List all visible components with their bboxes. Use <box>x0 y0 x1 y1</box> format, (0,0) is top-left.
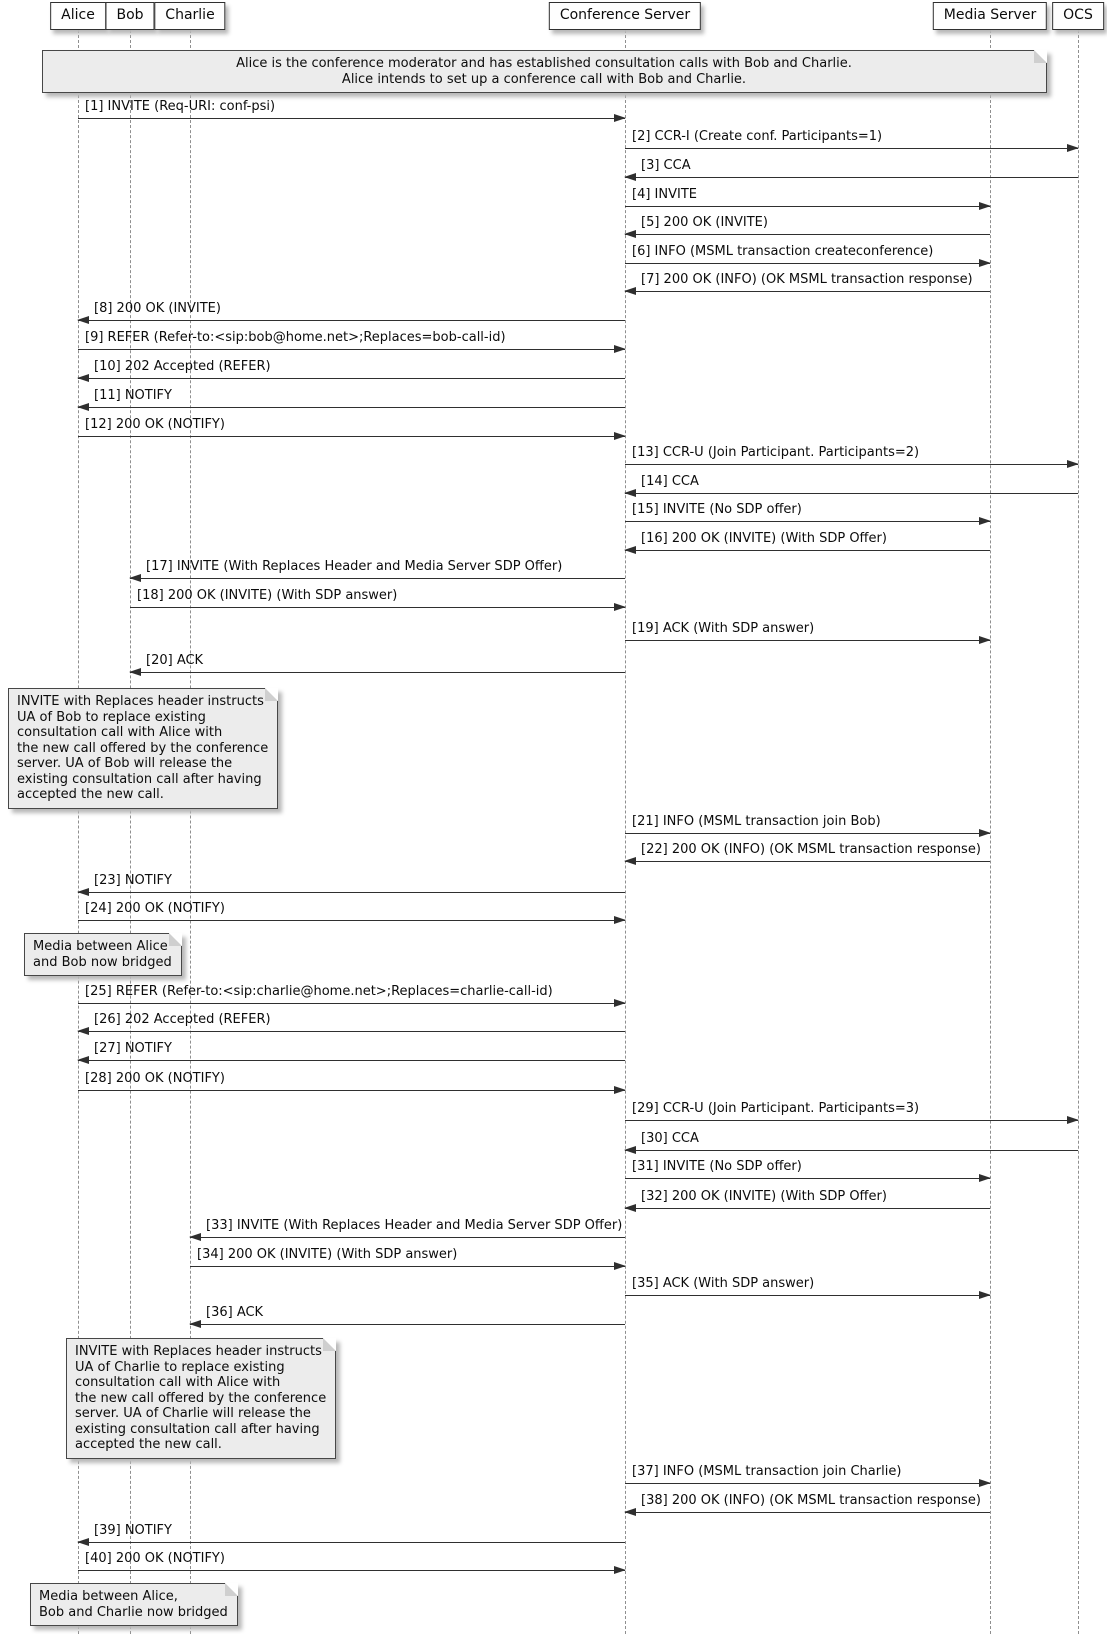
arrowhead-icon <box>77 1027 89 1035</box>
arrowhead-icon <box>614 345 626 353</box>
note-charlie-replaces <box>66 1338 336 1459</box>
message-arrow-6 <box>625 263 990 264</box>
arrowhead-icon <box>614 603 626 611</box>
message-arrow-35 <box>625 1295 990 1296</box>
message-arrow-20 <box>130 672 625 673</box>
message-arrow-36 <box>190 1324 625 1325</box>
note-bob-replaces <box>8 688 278 809</box>
message-arrow-13 <box>625 464 1078 465</box>
arrowhead-icon <box>77 316 89 324</box>
message-label-22: [22] 200 OK (INFO) (OK MSML transaction response) <box>641 842 981 857</box>
note-text-line: UA of Charlie to replace existing <box>75 1359 285 1375</box>
message-arrow-3 <box>625 177 1078 178</box>
arrowhead-icon <box>77 1538 89 1546</box>
message-label-25: [25] REFER (Refer-to:<sip:charlie@home.net>;Replaces=charlie-call-id) <box>85 984 553 999</box>
message-label-38: [38] 200 OK (INFO) (OK MSML transaction response) <box>641 1493 981 1508</box>
arrowhead-icon <box>77 403 89 411</box>
arrowhead-icon <box>979 1291 991 1299</box>
arrowhead-icon <box>129 668 141 676</box>
note-fold-icon <box>1034 50 1047 63</box>
arrowhead-icon <box>979 636 991 644</box>
message-arrow-1 <box>78 118 625 119</box>
message-arrow-29 <box>625 1120 1078 1121</box>
arrowhead-icon <box>979 1174 991 1182</box>
arrowhead-icon <box>624 230 636 238</box>
arrowhead-icon <box>624 857 636 865</box>
message-arrow-2 <box>625 148 1078 149</box>
message-label-36: [36] ACK <box>206 1305 264 1320</box>
arrowhead-icon <box>614 916 626 924</box>
message-label-7: [7] 200 OK (INFO) (OK MSML transaction response) <box>641 272 973 287</box>
message-arrow-23 <box>78 892 625 893</box>
note-alice-bob-bridged <box>24 933 182 976</box>
message-arrow-32 <box>625 1208 990 1209</box>
message-label-29: [29] CCR-U (Join Participant. Participants=3) <box>632 1101 920 1116</box>
arrowhead-icon <box>624 1204 636 1212</box>
participant-charlie: Charlie <box>154 2 225 30</box>
message-arrow-12 <box>78 436 625 437</box>
arrowhead-icon <box>624 1146 636 1154</box>
note-text-line: INVITE with Replaces header instructs <box>75 1344 322 1359</box>
arrowhead-icon <box>979 202 991 210</box>
note-text-line: Alice is the conference moderator and has established consultation calls with Bob and Charlie. <box>236 56 852 71</box>
message-label-3: [3] CCA <box>641 158 691 173</box>
note-fold-icon <box>225 1583 238 1596</box>
message-arrow-22 <box>625 861 990 862</box>
arrowhead-icon <box>624 546 636 554</box>
message-arrow-33 <box>190 1237 625 1238</box>
participant-alice: Alice <box>50 2 106 30</box>
arrowhead-icon <box>979 829 991 837</box>
arrowhead-icon <box>77 374 89 382</box>
message-label-2: [2] CCR-I (Create conf. Participants=1) <box>632 129 883 144</box>
message-arrow-38 <box>625 1512 990 1513</box>
message-arrow-15 <box>625 521 990 522</box>
note-text-line: UA of Bob to replace existing <box>17 709 206 725</box>
message-arrow-17 <box>130 578 625 579</box>
message-label-14: [14] CCA <box>641 474 699 489</box>
note-text-line: server. UA of Charlie will release the <box>75 1406 311 1421</box>
message-label-1: [1] INVITE (Req-URI: conf-psi) <box>85 99 276 114</box>
message-label-11: [11] NOTIFY <box>94 388 172 403</box>
message-label-24: [24] 200 OK (NOTIFY) <box>85 901 225 916</box>
arrowhead-icon <box>1067 144 1079 152</box>
note-text-line: Alice intends to set up a conference call with Bob and Charlie. <box>341 71 747 87</box>
arrowhead-icon <box>624 287 636 295</box>
participant-ocs: OCS <box>1052 2 1104 30</box>
note-text-line: and Bob now bridged <box>33 954 172 970</box>
note-scenario <box>42 50 1047 93</box>
note-text-line: Media between Alice <box>33 939 168 954</box>
message-arrow-34 <box>190 1266 625 1267</box>
message-label-13: [13] CCR-U (Join Participant. Participants=2) <box>632 445 920 460</box>
arrowhead-icon <box>624 173 636 181</box>
message-label-17: [17] INVITE (With Replaces Header and Media Server SDP Offer) <box>146 559 563 574</box>
message-label-26: [26] 202 Accepted (REFER) <box>94 1012 271 1027</box>
arrowhead-icon <box>979 1479 991 1487</box>
arrowhead-icon <box>624 489 636 497</box>
arrowhead-icon <box>77 888 89 896</box>
note-fold-icon <box>169 933 182 946</box>
note-text-line: consultation call with Alice with <box>17 725 223 740</box>
note-text-line: Bob and Charlie now bridged <box>39 1604 228 1620</box>
lifeline-conference-server <box>625 30 626 1634</box>
message-label-32: [32] 200 OK (INVITE) (With SDP Offer) <box>641 1189 887 1204</box>
message-label-30: [30] CCA <box>641 1131 699 1146</box>
message-label-34: [34] 200 OK (INVITE) (With SDP answer) <box>197 1247 458 1262</box>
message-label-27: [27] NOTIFY <box>94 1041 172 1056</box>
message-label-12: [12] 200 OK (NOTIFY) <box>85 417 225 432</box>
message-label-23: [23] NOTIFY <box>94 873 172 888</box>
message-label-21: [21] INFO (MSML transaction join Bob) <box>632 814 881 829</box>
message-arrow-26 <box>78 1031 625 1032</box>
participant-media-server: Media Server <box>933 2 1047 30</box>
arrowhead-icon <box>614 432 626 440</box>
lifeline-ocs <box>1078 30 1079 1634</box>
note-text-line: the new call offered by the conference <box>17 740 269 756</box>
message-label-37: [37] INFO (MSML transaction join Charlie) <box>632 1464 902 1479</box>
note-text-line: server. UA of Bob will release the <box>17 756 233 771</box>
message-arrow-25 <box>78 1003 625 1004</box>
note-fold-icon <box>323 1338 336 1351</box>
note-text-line: accepted the new call. <box>17 787 164 802</box>
message-arrow-37 <box>625 1483 990 1484</box>
message-label-9: [9] REFER (Refer-to:<sip:bob@home.net>;Replaces=bob-call-id) <box>85 330 506 345</box>
message-arrow-5 <box>625 234 990 235</box>
note-text-line: Media between Alice, <box>39 1589 178 1604</box>
participant-bob: Bob <box>105 2 154 30</box>
message-arrow-7 <box>625 291 990 292</box>
message-label-39: [39] NOTIFY <box>94 1523 172 1538</box>
arrowhead-icon <box>979 517 991 525</box>
message-arrow-11 <box>78 407 625 408</box>
message-label-10: [10] 202 Accepted (REFER) <box>94 359 271 374</box>
message-label-4: [4] INVITE <box>632 187 697 202</box>
message-arrow-18 <box>130 607 625 608</box>
arrowhead-icon <box>614 1262 626 1270</box>
message-label-18: [18] 200 OK (INVITE) (With SDP answer) <box>137 588 398 603</box>
note-all-bridged <box>30 1583 238 1626</box>
arrowhead-icon <box>1067 460 1079 468</box>
arrowhead-icon <box>979 259 991 267</box>
message-label-5: [5] 200 OK (INVITE) <box>641 215 768 230</box>
message-arrow-19 <box>625 640 990 641</box>
note-text-line: the new call offered by the conference <box>75 1390 327 1406</box>
message-arrow-4 <box>625 206 990 207</box>
note-text-line: existing consultation call after having <box>17 771 262 787</box>
message-label-19: [19] ACK (With SDP answer) <box>632 621 815 636</box>
arrowhead-icon <box>129 574 141 582</box>
arrowhead-icon <box>77 1056 89 1064</box>
arrowhead-icon <box>1067 1116 1079 1124</box>
message-arrow-24 <box>78 920 625 921</box>
message-arrow-40 <box>78 1570 625 1571</box>
message-label-35: [35] ACK (With SDP answer) <box>632 1276 815 1291</box>
note-text-line: consultation call with Alice with <box>75 1375 281 1390</box>
message-label-20: [20] ACK <box>146 653 204 668</box>
message-arrow-10 <box>78 378 625 379</box>
message-arrow-21 <box>625 833 990 834</box>
note-fold-icon <box>265 688 278 701</box>
participant-conference-server: Conference Server <box>549 2 701 30</box>
arrowhead-icon <box>614 1086 626 1094</box>
message-label-40: [40] 200 OK (NOTIFY) <box>85 1551 225 1566</box>
note-text-line: INVITE with Replaces header instructs <box>17 694 264 709</box>
arrowhead-icon <box>614 999 626 1007</box>
message-arrow-16 <box>625 550 990 551</box>
message-arrow-30 <box>625 1150 1078 1151</box>
arrowhead-icon <box>189 1233 201 1241</box>
message-label-8: [8] 200 OK (INVITE) <box>94 301 221 316</box>
arrowhead-icon <box>614 1566 626 1574</box>
message-arrow-39 <box>78 1542 625 1543</box>
message-label-16: [16] 200 OK (INVITE) (With SDP Offer) <box>641 531 887 546</box>
message-arrow-28 <box>78 1090 625 1091</box>
message-arrow-14 <box>625 493 1078 494</box>
arrowhead-icon <box>189 1320 201 1328</box>
message-arrow-31 <box>625 1178 990 1179</box>
message-label-31: [31] INVITE (No SDP offer) <box>632 1159 802 1174</box>
message-label-33: [33] INVITE (With Replaces Header and Media Server SDP Offer) <box>206 1218 623 1233</box>
message-arrow-8 <box>78 320 625 321</box>
message-label-15: [15] INVITE (No SDP offer) <box>632 502 802 517</box>
arrowhead-icon <box>614 114 626 122</box>
message-arrow-9 <box>78 349 625 350</box>
note-text-line: existing consultation call after having <box>75 1421 320 1437</box>
message-arrow-27 <box>78 1060 625 1061</box>
message-label-6: [6] INFO (MSML transaction createconference) <box>632 244 934 259</box>
arrowhead-icon <box>624 1508 636 1516</box>
message-label-28: [28] 200 OK (NOTIFY) <box>85 1071 225 1086</box>
note-text-line: accepted the new call. <box>75 1437 222 1452</box>
